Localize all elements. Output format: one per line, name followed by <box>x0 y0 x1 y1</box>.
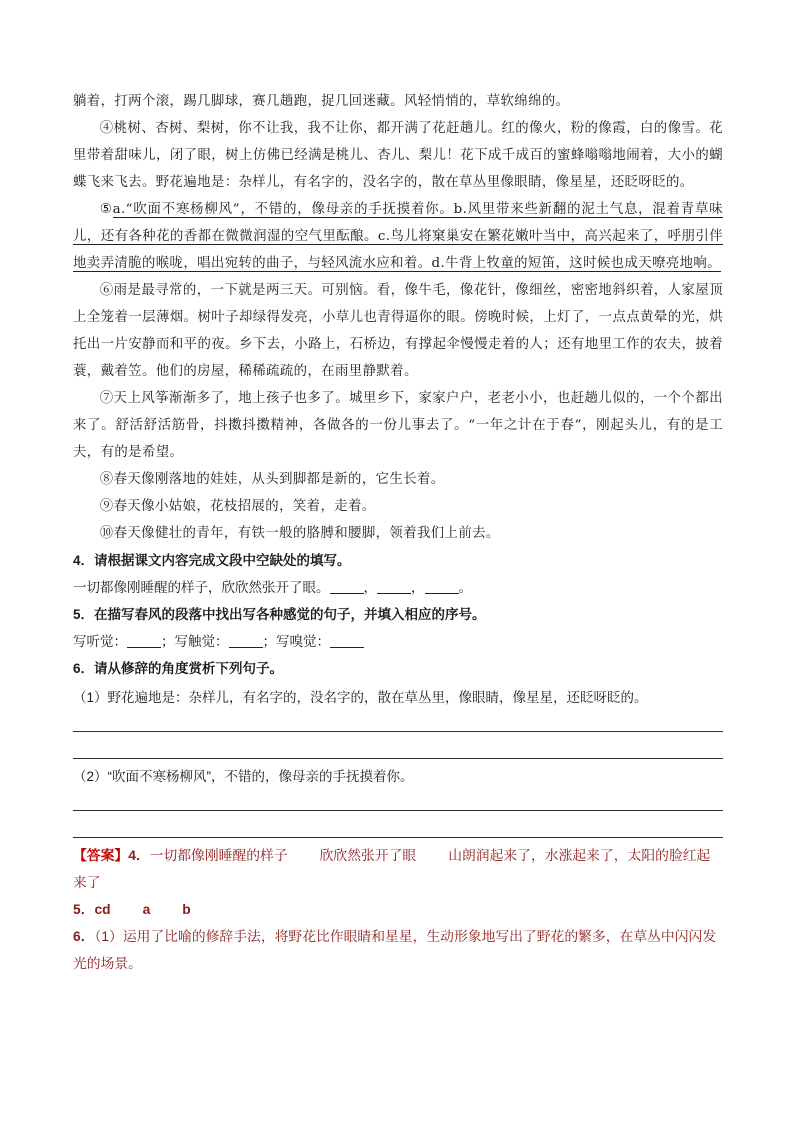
question-5: 5．在描写春风的段落中找出写各种感觉的句子，并填入相应的序号。 <box>73 607 486 622</box>
answer-5-part-3: b <box>182 902 191 917</box>
touch-label: ；写触觉： <box>161 634 229 649</box>
separator: ， <box>363 580 377 595</box>
underlined-text: a.“吹面不寒杨柳风”，不错的，像母亲的手抚摸着你。b.风里带来些新翻的泥土气息，混着青草味儿，还有各种花的香都在微微润湿的空气里酝酿。c.鸟儿将窠巢安在繁花嫩叶当中，高兴起来了，呼朋引伴地卖弄清脆的喉咙，唱出宛转的曲子，与轻风流水应和着。d.牛背上牧童的短笛，这时候也成天嘹亮地响。 <box>73 202 723 271</box>
answer-4 <box>73 842 723 896</box>
answer-6 <box>73 923 723 977</box>
smell-label: ；写嗅觉： <box>262 634 330 649</box>
answer-line[interactable] <box>73 758 723 759</box>
separator: 。 <box>458 580 472 595</box>
question-6: 6．请从修辞的角度赏析下列句子。 <box>73 661 284 676</box>
answer-6-part-1: （1）运用了比喻的修辞手法，将野花比作眼睛和星星，生动形象地写出了野花的繁多，在草丛中闪闪发光的场景。 <box>73 929 717 971</box>
question-4-sentence: 一切都像刚睡醒的样子，欣欣然张开了眼。 <box>73 580 330 595</box>
hearing-blank[interactable] <box>127 633 161 648</box>
passage-line-top: 躺着，打两个滚，踢几脚球，赛几趟跑，捉几回迷藏。风轻悄悄的，草软绵绵的。 <box>73 94 570 109</box>
answer-tag: 【答案】 <box>73 848 129 863</box>
passage-paragraph-4: ④桃树、杏树、梨树，你不让我，我不让你，都开满了花赶趟儿。红的像火，粉的像霞，白的像雪。花里带着甜味儿，闭了眼，树上仿佛已经满是桃儿、杏儿、梨儿！花下成千成百的蜜蜂嗡嗡地闹着，大小的蝴蝶飞来飞去。野花遍地是：杂样儿，有名字的，没名字的，散在草丛里像眼睛，像星星，还眨呀眨的。 <box>73 121 723 190</box>
passage-paragraph-7: ⑦天上风筝渐渐多了，地上孩子也多了。城里乡下，家家户户，老老小小，也赶趟儿似的，一个个都出来了。舒活舒活筋骨，抖擞抖擞精神，各做各的一份儿事去了。“一年之计在于春”，刚起头儿，有的是工夫，有的是希望。 <box>73 391 723 460</box>
answer-5 <box>73 896 723 923</box>
question-4-fill <box>73 574 723 601</box>
answer-blank-2[interactable] <box>377 579 411 594</box>
answer-5-part-2: a <box>142 902 151 917</box>
question-5-fill <box>73 628 723 655</box>
answer-number: 5． <box>73 902 95 917</box>
passage-paragraph-8: ⑧春天像刚落地的娃娃，从头到脚都是新的，它生长着。 <box>99 472 445 487</box>
hearing-label: 写听觉： <box>73 634 127 649</box>
passage-paragraph-9: ⑨春天像小姑娘，花枝招展的，笑着，走着。 <box>99 499 376 514</box>
answer-4-part-1: 一切都像刚睡醒的样子 <box>149 848 288 863</box>
answer-4-part-3: 山朗润起来了，水涨起来了，太阳的脸红起来了 <box>73 848 711 890</box>
answer-4-part-2: 欣欣然张开了眼 <box>319 848 417 863</box>
touch-blank[interactable] <box>229 633 263 648</box>
paragraph-number: ⑤ <box>99 202 113 217</box>
question-6-1: （1）野花遍地是：杂样儿，有名字的，没名字的，散在草丛里，像眼睛，像星星，还眨呀眨的。 <box>73 690 648 705</box>
passage-paragraph-5 <box>73 196 723 277</box>
smell-blank[interactable] <box>330 633 364 648</box>
answer-number: 4． <box>128 848 150 863</box>
question-4: 4．请根据课文内容完成文段中空缺处的填写。 <box>73 553 351 568</box>
answer-5-part-1: cd <box>94 902 111 917</box>
passage-paragraph-6: ⑥雨是最寻常的，一下就是两三天。可别恼。看，像牛毛，像花针，像细丝，密密地斜织着，人家屋顶上全笼着一层薄烟。树叶子却绿得发亮，小草儿也青得逼你的眼。傍晚时候，上灯了，一点点黄晕的光，烘托出一片安静而和平的夜。乡下去，小路上，石桥边，有撑起伞慢慢走着的人；还有地里工作的农夫，披着蓑，戴着笠。他们的房屋，稀稀疏疏的，在雨里静默着。 <box>73 283 723 379</box>
separator: ， <box>411 580 425 595</box>
passage-paragraph-10: ⑩春天像健壮的青年，有铁一般的胳膊和腰脚，领着我们上前去。 <box>99 526 500 541</box>
answer-number: 6． <box>73 929 95 944</box>
page-content <box>73 88 723 977</box>
answer-blank-1[interactable] <box>330 579 364 594</box>
answer-blank-3[interactable] <box>425 579 459 594</box>
question-6-2: （2）“吹面不寒杨柳风”，不错的，像母亲的手抚摸着你。 <box>73 769 414 784</box>
